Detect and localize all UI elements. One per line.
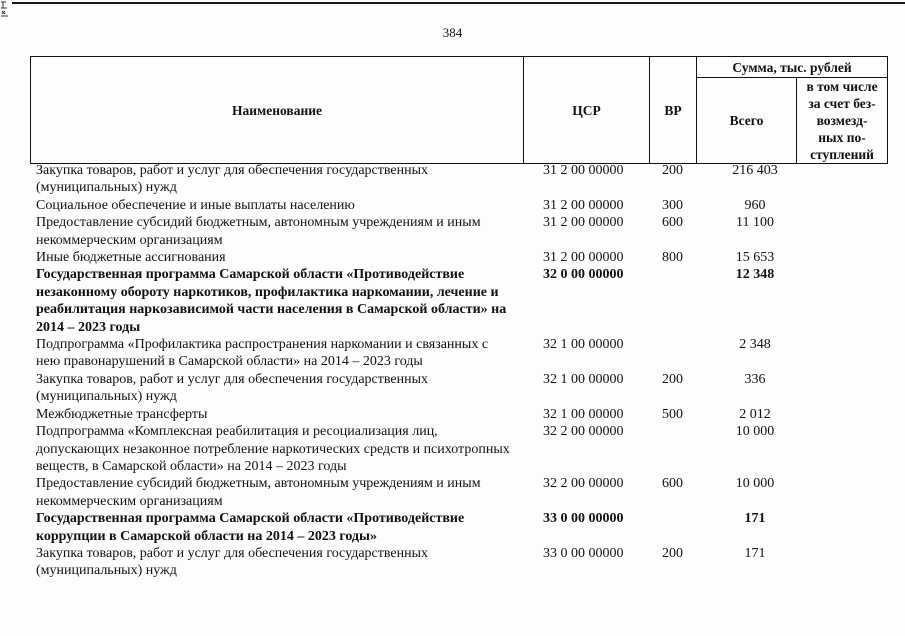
row-name: Межбюджетные трансферты xyxy=(36,406,208,422)
header-total: Всего xyxy=(697,78,797,164)
row-sum: 171 xyxy=(744,545,766,561)
row-name: Государственная программа Самарской области «Противодействие коррупции в Самарской области на 2014 – 2023 годы» xyxy=(36,511,465,544)
row-csr: 32 1 00 00000 xyxy=(543,371,624,387)
header-free-receipts xyxy=(797,78,888,164)
row-sum: 2 348 xyxy=(739,337,771,353)
row-vr: 600 xyxy=(662,215,683,231)
row-sum: 12 348 xyxy=(735,267,775,283)
row-name: Подпрограмма «Комплексная реабилитация и ресоциализация лиц, допускающих незаконное потребление наркотических средств и психотропных веществ, в Самарской области» на 2014 – 2023 годы xyxy=(36,424,510,474)
table-header xyxy=(30,56,888,164)
table-row xyxy=(36,545,896,580)
row-name: Предоставление субсидий бюджетным, автономным учреждениям и иным некоммерческим организациям xyxy=(36,215,481,248)
header-csr: ЦСР xyxy=(524,57,650,164)
row-vr: 200 xyxy=(662,163,683,178)
table-row xyxy=(36,249,896,266)
table-row xyxy=(36,475,896,510)
row-csr: 33 0 00 00000 xyxy=(543,545,624,561)
row-name: Предоставление субсидий бюджетным, автономным учреждениям и иным некоммерческим организациям xyxy=(36,476,481,509)
row-csr: 32 1 00 00000 xyxy=(543,337,624,353)
row-csr: 33 0 00 00000 xyxy=(543,511,624,527)
header-free-line: ных по- xyxy=(818,130,866,145)
header-vr: ВР xyxy=(650,57,697,164)
row-sum: 10 000 xyxy=(735,476,775,492)
row-name: Государственная программа Самарской области «Противодействие незаконному обороту наркотиков, профилактика наркомании, лечение и реабилитация наркозависимой части населения в Самарской области» на 2014 – 2023 годы xyxy=(36,267,507,335)
row-csr: 32 1 00 00000 xyxy=(543,406,624,422)
row-csr: 31 2 00 00000 xyxy=(543,163,624,178)
header-free-line: за счет без- xyxy=(808,96,876,111)
row-vr: 200 xyxy=(662,545,683,561)
table-body xyxy=(36,162,896,580)
row-sum: 216 403 xyxy=(732,163,778,178)
top-rule xyxy=(12,2,905,4)
row-csr: 32 0 00 00000 xyxy=(543,267,624,283)
table-row xyxy=(36,336,896,371)
header-free-line: в том числе xyxy=(806,79,878,94)
table-row xyxy=(36,510,896,545)
row-csr: 31 2 00 00000 xyxy=(543,197,624,213)
table-row xyxy=(36,197,896,214)
row-name: Социальное обеспечение и иные выплаты населению xyxy=(36,197,355,213)
row-vr: 500 xyxy=(662,406,683,422)
row-name: Иные бюджетные ассигнования xyxy=(36,250,226,266)
table-row xyxy=(36,162,896,197)
row-name: Подпрограмма «Профилактика распространения наркомании и связанных с нею правонарушений в Самарской области» на 2014 – 2023 годы xyxy=(36,337,489,370)
table-row xyxy=(36,214,896,249)
row-sum: 10 000 xyxy=(735,424,775,440)
table-row xyxy=(36,371,896,406)
row-sum: 2 012 xyxy=(739,406,771,422)
row-vr: 600 xyxy=(662,476,683,492)
row-csr: 31 2 00 00000 xyxy=(543,215,624,231)
row-csr: 32 2 00 00000 xyxy=(543,476,624,492)
row-sum: 336 xyxy=(744,371,766,387)
row-csr: 31 2 00 00000 xyxy=(543,250,624,266)
row-name: Закупка товаров, работ и услуг для обеспечения государственных (муниципальных) нужд xyxy=(36,545,429,579)
table-row xyxy=(36,266,896,336)
table-row xyxy=(36,406,896,423)
row-sum: 15 653 xyxy=(735,250,775,266)
header-sum-group: Сумма, тыс. рублей xyxy=(697,57,888,78)
table-row xyxy=(36,423,896,475)
row-vr: 200 xyxy=(662,371,683,387)
row-vr: 800 xyxy=(662,250,683,266)
row-name: Закупка товаров, работ и услуг для обеспечения государственных (муниципальных) нужд xyxy=(36,371,429,405)
row-sum: 171 xyxy=(744,511,766,527)
row-vr: 300 xyxy=(662,197,683,213)
header-name: Наименование xyxy=(31,57,524,164)
page-number: 384 xyxy=(442,25,463,40)
row-csr: 32 2 00 00000 xyxy=(543,424,624,440)
header-free-line: ступлений xyxy=(810,147,874,162)
header-free-line: возмезд- xyxy=(816,113,868,128)
row-sum: 11 100 xyxy=(736,215,774,231)
row-name: Закупка товаров, работ и услуг для обеспечения государственных (муниципальных) нужд xyxy=(36,163,429,196)
scan-corner-mark-icon xyxy=(0,0,14,18)
row-sum: 960 xyxy=(744,197,766,213)
